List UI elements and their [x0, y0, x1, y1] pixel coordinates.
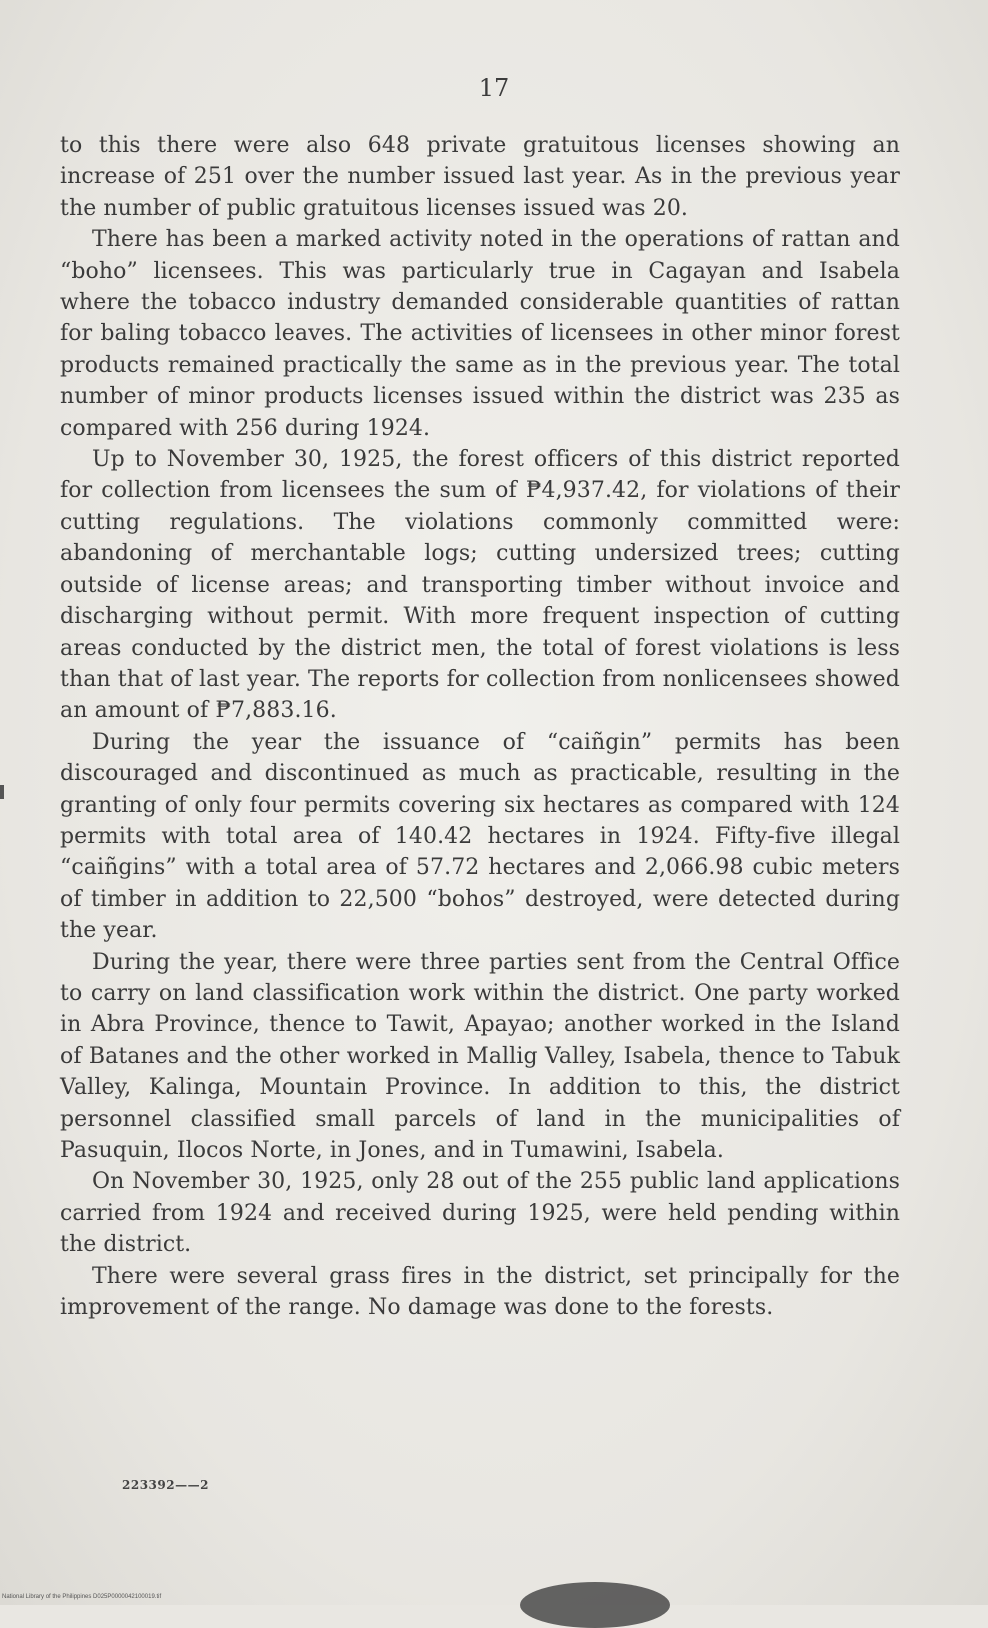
- paragraph-grass-fires: There were several grass fires in the district, set principally for the improvement of the range. No damage was done to the forests.: [60, 1263, 900, 1321]
- paragraph-land-classification: During the year, there were three parties sent from the Central Office to carry on land classification work within the district. One party worked in Abra Province, thence to Tawit, Apayao; another worked in the Island of Batanes and the other worked in Mallig Valley, Isabela, thence to Tabuk Valley, Kalinga, Mountain Province. In addition to this, the district personnel classified small parcels of land in the municipalities of Pasuquin, Ilocos Norte, in Jones, and in Tumawini, Isabela.: [60, 949, 900, 1163]
- scan-shadow: [520, 1582, 670, 1628]
- scan-edge-mark: [0, 785, 4, 799]
- paragraph-licenses: to this there were also 648 private gratuitous licenses showing an increase of 251 over the number issued last year. As in the previous year the number of public gratuitous licenses issued was 20.: [60, 133, 900, 221]
- paragraph-rattan-boho: There has been a marked activity noted in the operations of rattan and “boho” licensees. This was particularly true in Cagayan and Isabela where the tobacco industry demanded considerable quantities of rattan for baling tobacco leaves. The activities of licensees in other minor forest products remained practically the same as in the previous year. The total number of minor products licenses issued within the district was 235 as compared with 256 during 1924.: [60, 227, 900, 441]
- page-number: 17: [478, 74, 510, 102]
- paragraph-caingin: During the year the issuance of “caiñgin” permits has been discouraged and discontinued as much as practicable, resulting in the granting of only four permits covering six hectares as compared with 124 permits with total area of 140.42 hectares in 1924. Fifty-five illegal “caiñgins” with a total area of 57.72 hectares and 2,066.98 cubic meters of timber in addition to 22,500 “bohos” destroyed, were detected during the year.: [60, 729, 900, 944]
- body-text: [60, 130, 900, 1323]
- paragraph-violations: Up to November 30, 1925, the forest officers of this district reported for collection from licensees the sum of ₱4,937.42, for violations of their cutting regulations. The violations commonly committed were: abandoning of merchantable logs; cutting undersized trees; cutting outside of license areas; and transporting timber without invoice and discharging without permit. With more frequent inspection of cutting areas conducted by the district men, the total of forest violations is less than that of last year. The reports for collection from nonlicensees showed an amount of ₱7,883.16.: [60, 447, 900, 724]
- archive-footer-note: National Library of the Philippines D025P0000042100019.tif: [2, 1594, 162, 1600]
- printer-signature-mark: 223392——2: [122, 1478, 209, 1492]
- paragraph-public-land: On November 30, 1925, only 28 out of the 255 public land applications carried from 1924 and received during 1925, were held pending within the district.: [60, 1169, 900, 1258]
